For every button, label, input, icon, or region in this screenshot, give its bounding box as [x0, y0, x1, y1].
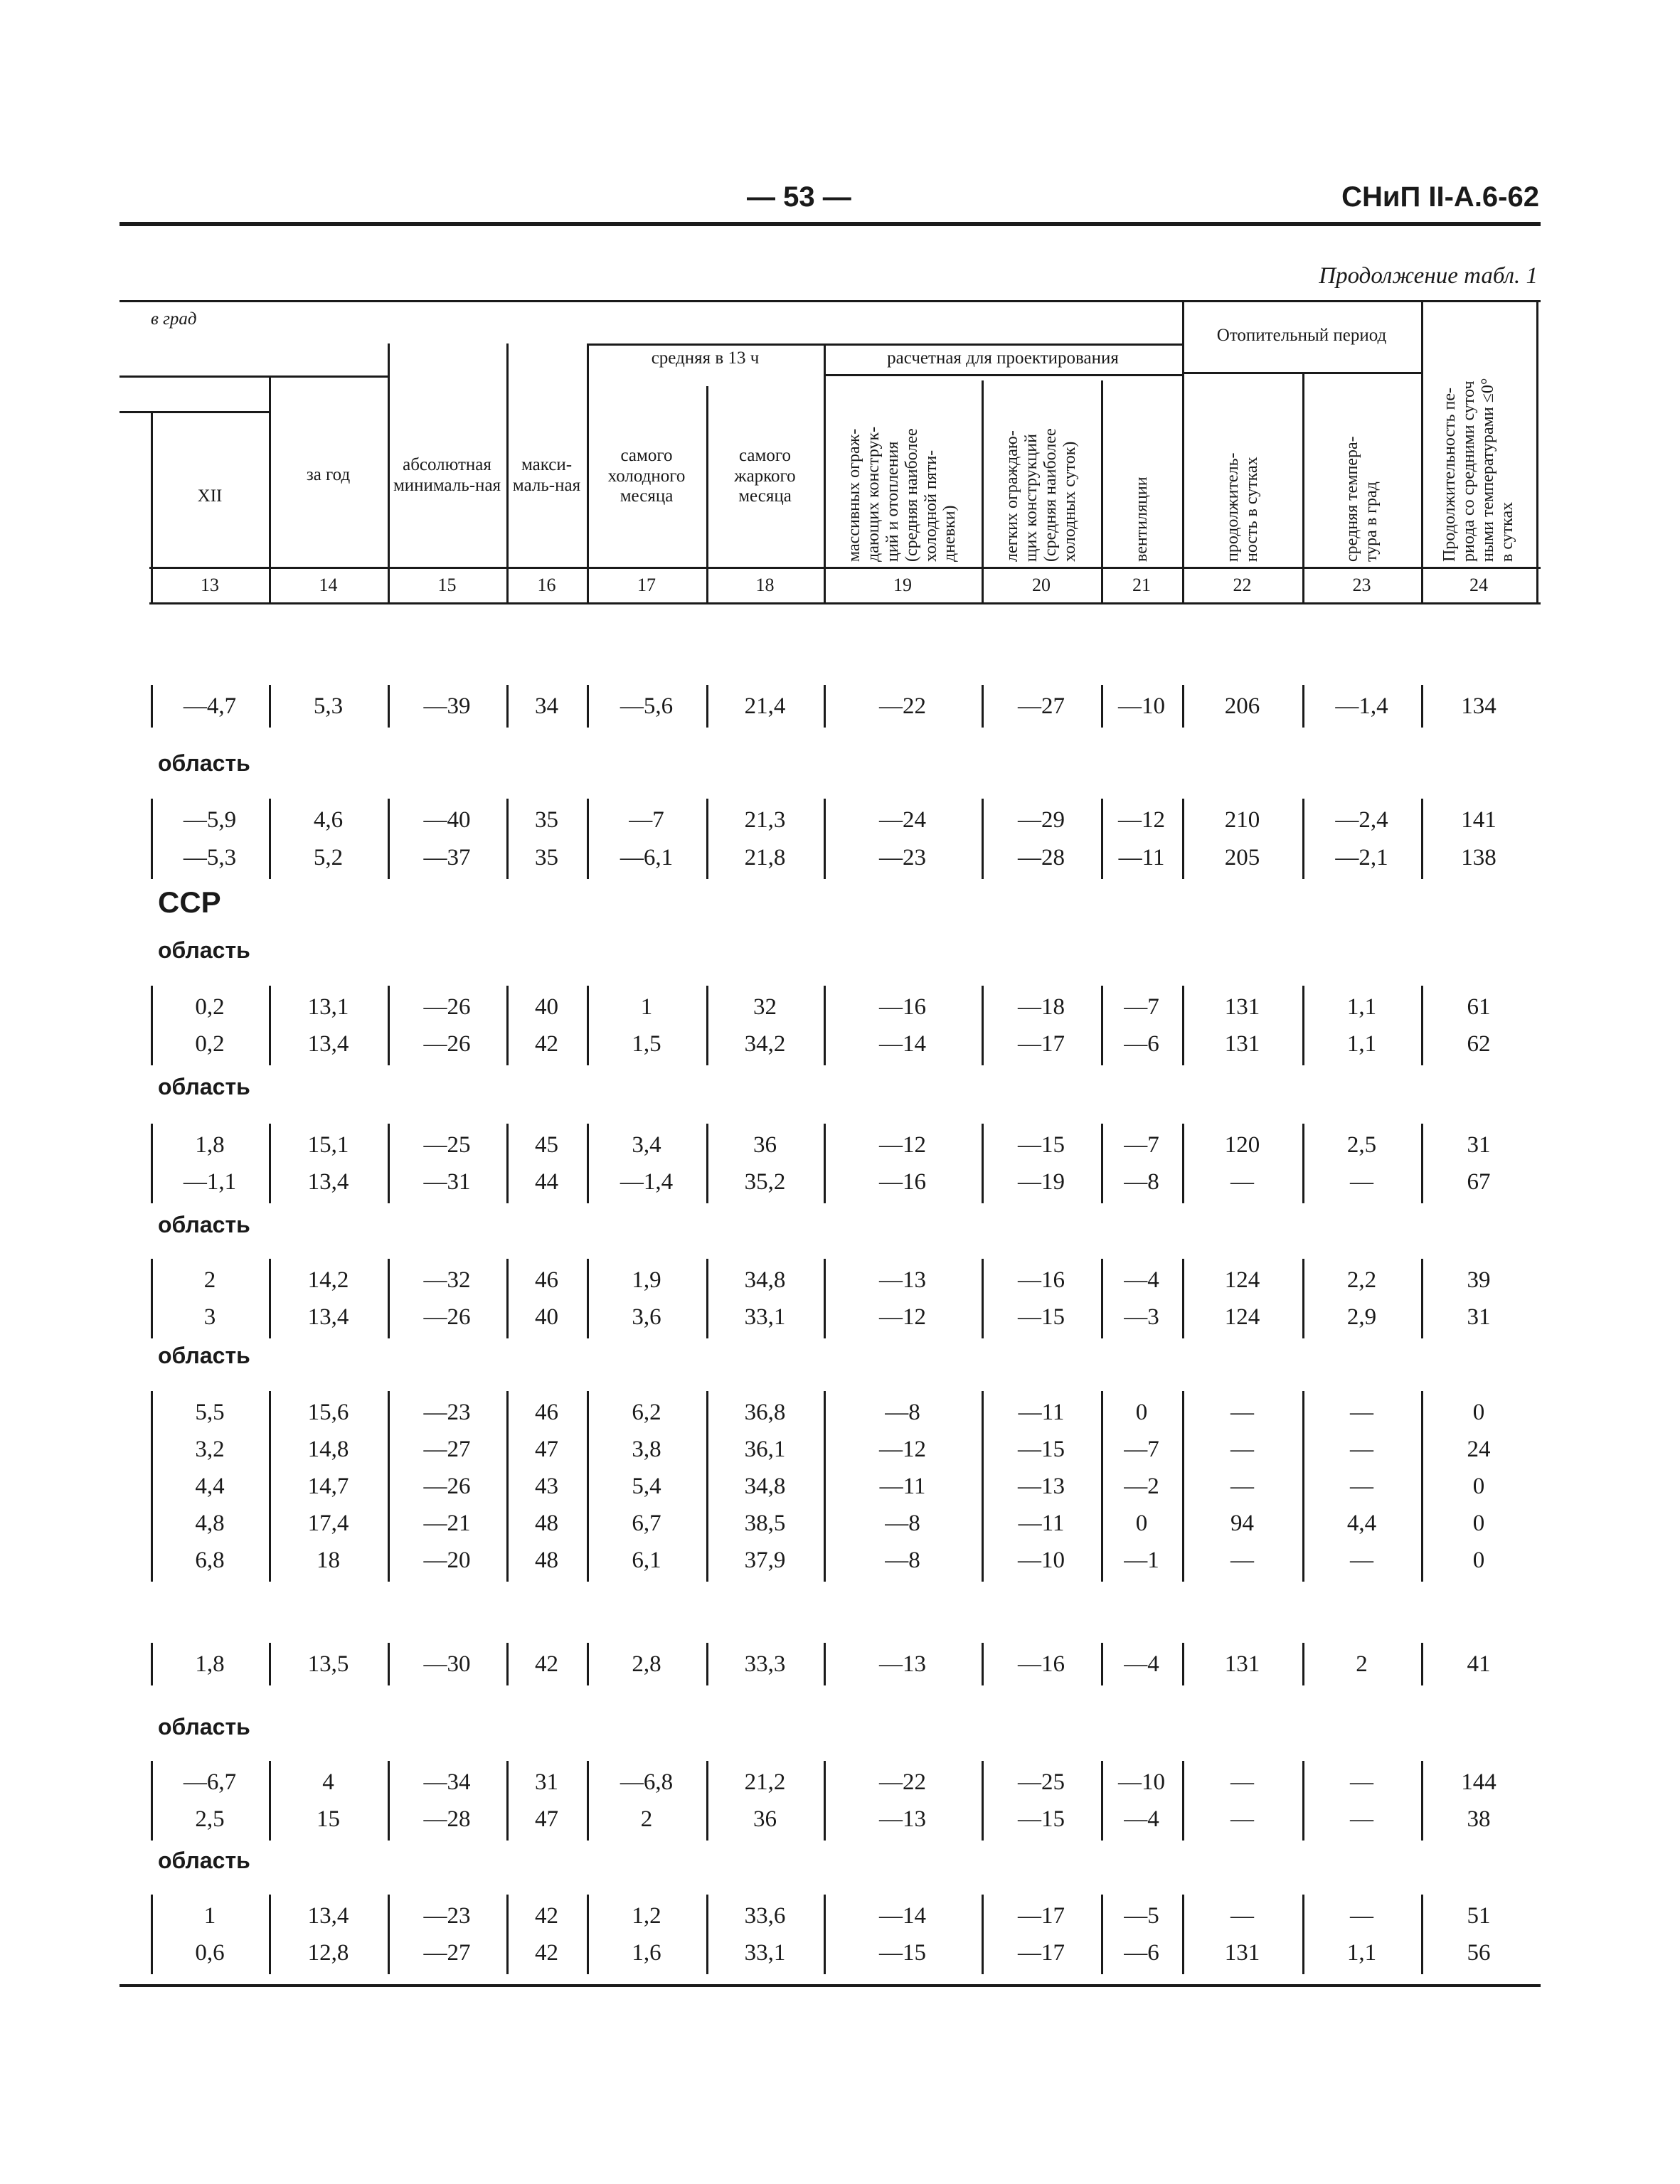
header-divider [1536, 300, 1538, 603]
table-cell: —6 [1124, 1031, 1159, 1057]
table-cell: 14,8 [307, 1437, 349, 1462]
table-cell: 40 [535, 1304, 558, 1330]
table-cell: —21 [423, 1511, 471, 1536]
table-cell: —26 [423, 994, 471, 1020]
table-cell: — [1230, 1769, 1254, 1795]
header-divider [824, 343, 826, 603]
table-cell: 33,6 [744, 1903, 786, 1929]
table-cell: 42 [535, 1940, 558, 1966]
table-cell: 134 [1461, 693, 1496, 719]
table-cell: 34,2 [744, 1031, 786, 1057]
table-cell: 21,3 [744, 807, 786, 833]
region-label: область [158, 937, 250, 963]
table-cell: 40 [535, 994, 558, 1020]
table-cell: 48 [535, 1548, 558, 1573]
table-cell: —17 [1018, 1940, 1065, 1966]
table-cell: 35 [535, 807, 558, 833]
column-number: 15 [437, 574, 457, 595]
table-cell: —11 [1118, 845, 1165, 870]
table-cell: —31 [423, 1169, 471, 1195]
table-cell: —27 [423, 1437, 471, 1462]
table-cell: 4,4 [1346, 1511, 1377, 1536]
table-cell: 36 [753, 1806, 777, 1832]
table-cell: —13 [879, 1806, 926, 1832]
design-label: расчетная для проектирования [887, 348, 1119, 368]
table-cell: — [1350, 1806, 1373, 1832]
table-cell: —26 [423, 1474, 471, 1499]
table-cell: —15 [1018, 1132, 1065, 1158]
table-cell: 56 [1467, 1940, 1491, 1966]
table-cell: —5,3 [183, 845, 237, 870]
table-cell: 42 [535, 1651, 558, 1677]
table-cell: 5,4 [632, 1474, 661, 1499]
table-cell: —6,7 [183, 1769, 237, 1795]
column-number: 23 [1352, 574, 1371, 595]
table-cell: 34,8 [744, 1474, 786, 1499]
table-cell: 120 [1224, 1132, 1260, 1158]
table-cell: 41 [1467, 1651, 1491, 1677]
table-cell: 39 [1467, 1267, 1491, 1293]
table-cell: —25 [423, 1132, 471, 1158]
table-cell: —20 [423, 1548, 471, 1573]
table-cell: 42 [535, 1903, 558, 1929]
table-cell: —15 [879, 1940, 926, 1966]
table-cell: —4 [1124, 1651, 1159, 1677]
table-cell: —27 [1018, 693, 1065, 719]
table-cell: —11 [1018, 1511, 1065, 1536]
table-cell: 6,2 [632, 1400, 661, 1425]
table-cell: —8 [885, 1400, 920, 1425]
table-cell: 17,4 [307, 1511, 349, 1536]
column-number: 20 [1032, 574, 1051, 595]
table-cell: 5,3 [313, 693, 344, 719]
table-cell: —5,9 [183, 807, 237, 833]
table-cell: 46 [535, 1400, 558, 1425]
heating-period-label: Отопительный период [1216, 326, 1387, 346]
table-cell: —7 [629, 807, 664, 833]
table-cell: —12 [879, 1437, 926, 1462]
table-cell: — [1350, 1169, 1373, 1195]
column-number: 19 [893, 574, 912, 595]
table-cell: 38 [1467, 1806, 1491, 1832]
col-year-header: за год [306, 465, 351, 485]
table-cell: 13,1 [307, 994, 349, 1020]
table-cell: 1,1 [1346, 1031, 1377, 1057]
table-cell: 15 [317, 1806, 340, 1832]
col-duration-header: продолжитель- ность в сутках [1223, 452, 1261, 562]
table-cell: 6,1 [632, 1548, 661, 1573]
table-bottom-rule [119, 1984, 1541, 1987]
table-cell: —7 [1124, 994, 1159, 1020]
table-cell: 210 [1224, 807, 1260, 833]
table-cell: 14,2 [307, 1267, 349, 1293]
table-cell: —1,4 [1335, 693, 1388, 719]
table-cell: —13 [879, 1651, 926, 1677]
column-number: 24 [1469, 574, 1488, 595]
table-cell: 138 [1461, 845, 1496, 870]
table-cell: 131 [1224, 1940, 1260, 1966]
table-cell: —6,1 [620, 845, 674, 870]
region-label: область [158, 750, 250, 776]
table-cell: —7 [1124, 1132, 1159, 1158]
table-cell: 3 [203, 1304, 216, 1330]
unit-label: в град [151, 309, 197, 329]
column-number: 16 [537, 574, 556, 595]
table-cell: —4,7 [183, 693, 237, 719]
table-cell: 3,8 [632, 1437, 661, 1462]
table-cell: 144 [1461, 1769, 1496, 1795]
table-cell: — [1230, 1474, 1254, 1499]
table-cell: —6 [1124, 1940, 1159, 1966]
table-cell: 2 [203, 1267, 216, 1293]
table-cell: 2 [640, 1806, 653, 1832]
table-cell: 0 [1135, 1400, 1148, 1425]
table-cell: —13 [879, 1267, 926, 1293]
table-cell: —2,1 [1335, 845, 1388, 870]
table-cell: —15 [1018, 1437, 1065, 1462]
table-cell: —5 [1124, 1903, 1159, 1929]
region-label: область [158, 1848, 250, 1873]
table-cell: —23 [423, 1903, 471, 1929]
table-cell: —1,1 [183, 1169, 237, 1195]
table-cell: 1,2 [632, 1903, 661, 1929]
table-cell: 34 [535, 693, 558, 719]
table-cell: 13,4 [307, 1903, 349, 1929]
col-cold-month-header: самого холодного месяца [607, 445, 686, 506]
table-cell: —1,4 [620, 1169, 674, 1195]
table-cell: — [1230, 1400, 1254, 1425]
table-cell: 62 [1467, 1031, 1491, 1057]
table-cell: 67 [1467, 1169, 1491, 1195]
table-cell: —19 [1018, 1169, 1065, 1195]
table-cell: 32 [753, 994, 777, 1020]
table-cell: —29 [1018, 807, 1065, 833]
table-cell: 21,8 [744, 845, 786, 870]
table-cell: 38,5 [744, 1511, 786, 1536]
table-cell: 1,1 [1346, 1940, 1377, 1966]
col-massive-header: массивных ограж- дающих конструк- ций и отопления (средняя наиболее холодной пяти- дневки) [845, 426, 959, 562]
table-cell: 1,8 [195, 1651, 225, 1677]
table-cell: 4,8 [195, 1511, 225, 1536]
section-title: ССР [158, 885, 221, 919]
table-cell: 4,4 [195, 1474, 225, 1499]
table-cell: 2,2 [1346, 1267, 1377, 1293]
table-cell: 2 [1356, 1651, 1368, 1677]
table-cell: 131 [1224, 1651, 1260, 1677]
table-cell: 35 [535, 845, 558, 870]
table-cell: —24 [879, 807, 926, 833]
table-cell: — [1230, 1806, 1254, 1832]
table-cell: —17 [1018, 1903, 1065, 1929]
table-cell: —3 [1124, 1304, 1159, 1330]
table-cell: 124 [1224, 1267, 1260, 1293]
table-cell: 3,2 [195, 1437, 225, 1462]
table-cell: — [1230, 1437, 1254, 1462]
table-cell: 45 [535, 1132, 558, 1158]
col-period-header: Продолжительность пе- риода со средними суточ ными температурами ≤0° в сутках [1440, 378, 1516, 562]
table-cell: —8 [885, 1548, 920, 1573]
table-cell: — [1230, 1169, 1254, 1195]
table-cell: 15,1 [307, 1132, 349, 1158]
table-cell: 1 [203, 1903, 216, 1929]
table-cell: 36 [753, 1132, 777, 1158]
table-cell: 47 [535, 1437, 558, 1462]
col-mean-temp-header: средняя темпера- тура в град [1342, 436, 1381, 562]
table-cell: 6,8 [195, 1548, 225, 1573]
table-cell: —37 [423, 845, 471, 870]
table-cell: 33,1 [744, 1304, 786, 1330]
table-cell: 1,1 [1346, 994, 1377, 1020]
table-cell: —32 [423, 1267, 471, 1293]
table-cell: 94 [1230, 1511, 1254, 1536]
table-cell: 43 [535, 1474, 558, 1499]
table-cell: —23 [879, 845, 926, 870]
region-label: область [158, 1343, 250, 1368]
table-cell: 0 [1472, 1474, 1485, 1499]
column-number: 14 [319, 574, 338, 595]
table-cell: —22 [879, 693, 926, 719]
table-cell: —13 [1018, 1474, 1065, 1499]
table-cell: 13,5 [307, 1651, 349, 1677]
table-cell: —7 [1124, 1437, 1159, 1462]
table-cell: —2 [1124, 1474, 1159, 1499]
table-cell: 14,7 [307, 1474, 349, 1499]
table-cell: 47 [535, 1806, 558, 1832]
header-rule [119, 222, 1541, 226]
table-cell: — [1230, 1548, 1254, 1573]
table-cell: 0,2 [195, 1031, 225, 1057]
table-cell: 24 [1467, 1437, 1491, 1462]
column-number: 13 [201, 574, 219, 595]
table-cell: —16 [879, 1169, 926, 1195]
table-cell: 37,9 [744, 1548, 786, 1573]
col-xii-header: XII [197, 486, 223, 506]
table-cell: 3,4 [632, 1132, 661, 1158]
header-divider [1421, 300, 1423, 603]
table-cell: 206 [1224, 693, 1260, 719]
table-cell: 35,2 [744, 1169, 786, 1195]
table-cell: 12,8 [307, 1940, 349, 1966]
column-number: 21 [1132, 574, 1151, 595]
table-cell: 51 [1467, 1903, 1491, 1929]
table-cell: 13,4 [307, 1169, 349, 1195]
table-cell: 124 [1224, 1304, 1260, 1330]
table-cell: 15,6 [307, 1400, 349, 1425]
table-cell: 2,5 [1346, 1132, 1377, 1158]
table-cell: 4 [322, 1769, 334, 1795]
table-cell: 6,7 [632, 1511, 661, 1536]
document-code: СНиП II-А.6-62 [1341, 181, 1539, 213]
table-cell: —27 [423, 1940, 471, 1966]
table-cell: 33,3 [744, 1651, 786, 1677]
table-cell: —30 [423, 1651, 471, 1677]
table-cell: 0 [1472, 1400, 1485, 1425]
header-rule-3 [119, 411, 269, 413]
table-cell: — [1350, 1400, 1373, 1425]
table-cell: 205 [1224, 845, 1260, 870]
table-cell: —23 [423, 1400, 471, 1425]
header-rule-numbers [149, 602, 1541, 604]
table-cell: —28 [423, 1806, 471, 1832]
header-rule-design [824, 374, 1183, 376]
col-light-header: легких ограждаю- щих конструкций (средняя наиболее холодных суток) [1003, 428, 1079, 562]
table-cell: —10 [1018, 1548, 1065, 1573]
header-rule-heating [1182, 372, 1421, 374]
table-cell: —14 [879, 1031, 926, 1057]
table-cell: 48 [535, 1511, 558, 1536]
table-cell: —16 [1018, 1267, 1065, 1293]
table-cell: 31 [1467, 1132, 1491, 1158]
col-ventilation-header: вентиляции [1132, 476, 1151, 562]
table-cell: 31 [535, 1769, 558, 1795]
table-cell: — [1230, 1903, 1254, 1929]
table-cell: 5,5 [195, 1400, 225, 1425]
table-cell: —12 [879, 1304, 926, 1330]
header-rule-2 [119, 375, 390, 378]
table-cell: 0,2 [195, 994, 225, 1020]
page-number: — 53 — [747, 181, 851, 213]
table-cell: 42 [535, 1031, 558, 1057]
table-cell: 33,1 [744, 1940, 786, 1966]
column-number: 18 [755, 574, 775, 595]
col-hot-month-header: самого жаркого месяца [734, 445, 796, 506]
table-cell: —10 [1118, 693, 1165, 719]
table-cell: 1 [640, 994, 653, 1020]
table-cell: 34,8 [744, 1267, 786, 1293]
table-cell: —5,6 [620, 693, 674, 719]
table-cell: —8 [1124, 1169, 1159, 1195]
table-cell: 21,4 [744, 693, 786, 719]
table-cell: —26 [423, 1031, 471, 1057]
table-cell: —22 [879, 1769, 926, 1795]
col-abs-min-header: абсолютная минималь-ная [393, 454, 501, 495]
region-label: область [158, 1074, 250, 1099]
table-cell: —25 [1018, 1769, 1065, 1795]
table-cell: —16 [1018, 1651, 1065, 1677]
table-cell: —16 [879, 994, 926, 1020]
table-cell: —8 [885, 1511, 920, 1536]
table-cell: 1,9 [632, 1267, 661, 1293]
region-label: область [158, 1212, 250, 1237]
table-cell: 131 [1224, 994, 1260, 1020]
table-cell: —17 [1018, 1031, 1065, 1057]
table-cell: 3,6 [632, 1304, 661, 1330]
table-cell: 46 [535, 1267, 558, 1293]
table-cell: — [1350, 1903, 1373, 1929]
table-cell: —12 [879, 1132, 926, 1158]
column-number: 17 [637, 574, 656, 595]
table-cell: 0 [1135, 1511, 1148, 1536]
table-cell: — [1350, 1769, 1373, 1795]
table-cell: 2,8 [632, 1651, 661, 1677]
table-cell: —4 [1124, 1267, 1159, 1293]
table-cell: 5,2 [313, 845, 344, 870]
table-cell: 36,8 [744, 1400, 786, 1425]
table-cell: —11 [1018, 1400, 1065, 1425]
table-cell: 36,1 [744, 1437, 786, 1462]
table-cell: 31 [1467, 1304, 1491, 1330]
table-cell: 2,9 [1346, 1304, 1377, 1330]
table-cell: 18 [317, 1548, 340, 1573]
table-cell: —10 [1118, 1769, 1165, 1795]
table-cell: —1 [1124, 1548, 1159, 1573]
table-cell: —4 [1124, 1806, 1159, 1832]
table-cell: 2,5 [195, 1806, 225, 1832]
table-cell: — [1350, 1548, 1373, 1573]
table-cell: —11 [879, 1474, 926, 1499]
table-cell: —39 [423, 693, 471, 719]
table-cell: 1,8 [195, 1132, 225, 1158]
table-cell: —34 [423, 1769, 471, 1795]
table-cell: —15 [1018, 1806, 1065, 1832]
table-cell: —15 [1018, 1304, 1065, 1330]
table-cell: —6,8 [620, 1769, 674, 1795]
table-cell: 1,5 [632, 1031, 661, 1057]
table-cell: 13,4 [307, 1031, 349, 1057]
table-cell: — [1350, 1437, 1373, 1462]
continuation-label: Продолжение табл. 1 [1319, 263, 1538, 289]
col-max-header: макси-маль-ная [512, 454, 581, 495]
table-cell: 131 [1224, 1031, 1260, 1057]
table-cell: 141 [1461, 807, 1496, 833]
table-cell: 61 [1467, 994, 1491, 1020]
table-cell: —40 [423, 807, 471, 833]
table-cell: —14 [879, 1903, 926, 1929]
table-cell: —26 [423, 1304, 471, 1330]
table-cell: 0 [1472, 1548, 1485, 1573]
region-label: область [158, 1714, 250, 1740]
table-cell: 0,6 [195, 1940, 225, 1966]
table-cell: 4,6 [313, 807, 344, 833]
column-number: 22 [1233, 574, 1252, 595]
mean-13h-label: средняя в 13 ч [651, 348, 760, 368]
table-cell: 0 [1472, 1511, 1485, 1536]
table-cell: — [1350, 1474, 1373, 1499]
table-cell: —12 [1118, 807, 1165, 833]
table-cell: 1,6 [632, 1940, 661, 1966]
table-cell: —28 [1018, 845, 1065, 870]
table-cell: 44 [535, 1169, 558, 1195]
table-cell: 13,4 [307, 1304, 349, 1330]
table-cell: —2,4 [1335, 807, 1388, 833]
table-cell: 21,2 [744, 1769, 786, 1795]
table-cell: —18 [1018, 994, 1065, 1020]
